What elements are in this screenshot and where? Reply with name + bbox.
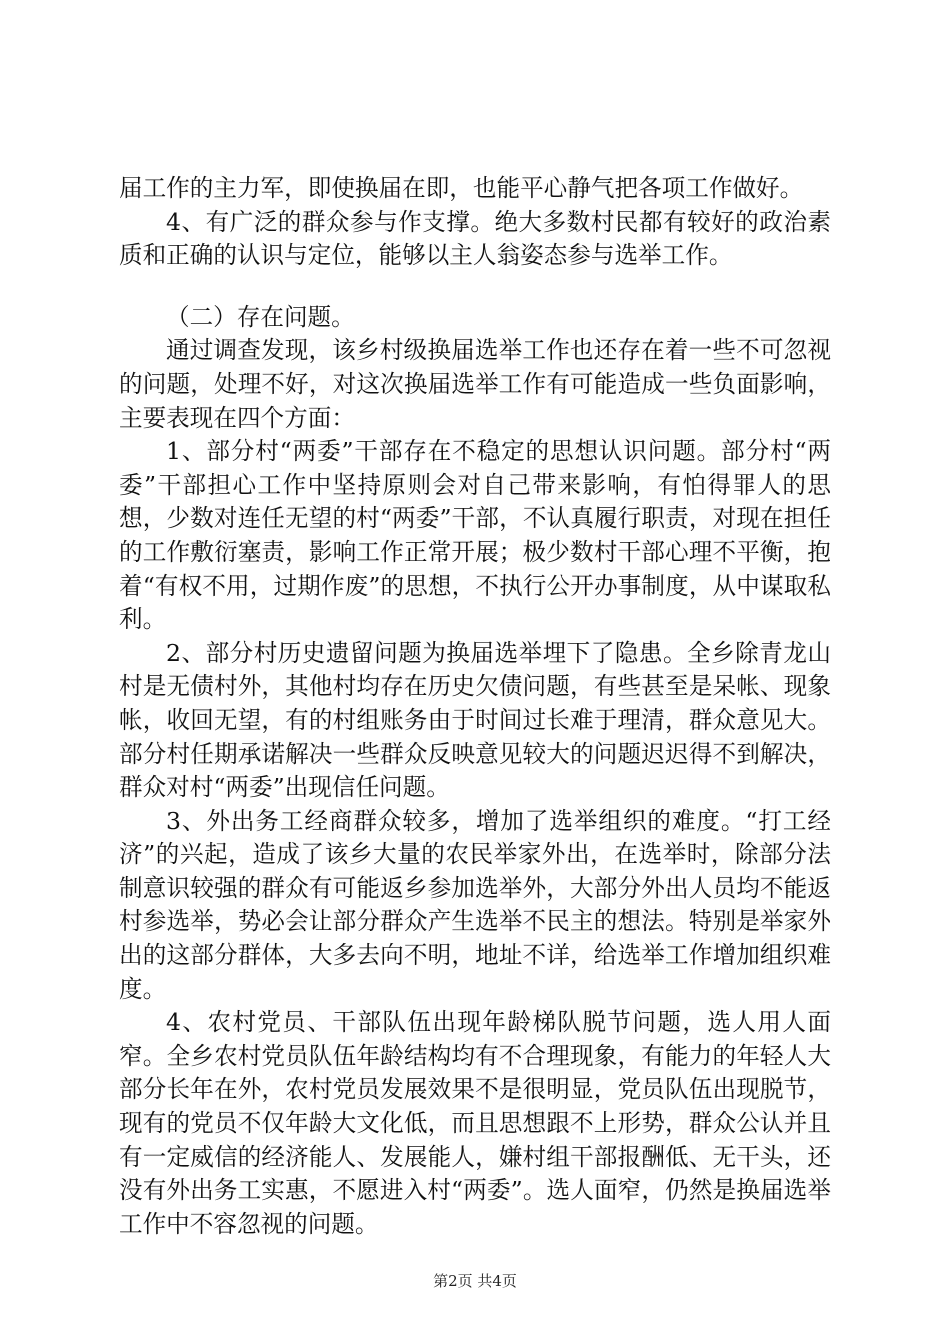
page-number-footer: 第2页 共4页 [433, 1272, 517, 1290]
paragraph-problem-2: 2、部分村历史遗留问题为换届选举埋下了隐患。全乡除青龙山村是无债村外，其他村均存在历史欠债问题，有些甚至是呆帐、现象帐，收回无望，有的村组账务由于时间过长难于理清，群众意见大。部分村任期承诺解决一些群众反映意见较大的问题迟迟得不到解决，群众对村“两委”出现信任问题。 [119, 638, 831, 802]
document-body [119, 172, 831, 1241]
paragraph-survey-intro: 通过调查发现，该乡村级换届选举工作也还存在着一些不可忽视的问题，处理不好，对这次换届选举工作有可能造成一些负面影响，主要表现在四个方面： [119, 336, 831, 432]
section-heading-existing-problems: （二）存在问题。 [166, 302, 355, 331]
paragraph-problem-1: 1、部分村“两委”干部存在不稳定的思想认识问题。部分村“两委”干部担心工作中坚持原则会对自己带来影响，有怕得罪人的思想，少数对连任无望的村“两委”干部，不认真履行职责，对现在担任的工作敷衍塞责，影响工作正常开展；极少数村干部心理不平衡，抱着“有权不用，过期作废”的思想，不执行公开办事制度，从中谋取私利。 [119, 437, 831, 634]
paragraph-problem-4: 4、农村党员、干部队伍出现年龄梯队脱节问题，选人用人面窄。全乡农村党员队伍年龄结构均有不合理现象，有能力的年轻人大部分长年在外，农村党员发展效果不是很明显，党员队伍出现脱节，现有的党员不仅年龄大文化低，而且思想跟不上形势，群众公认并且有一定威信的经济能人、发展能人，嫌村组干部报酬低、无干头，还没有外出务工实惠，不愿进入村“两委”。选人面窄，仍然是换届选举工作中不容忽视的问题。 [119, 1008, 831, 1238]
paragraph-problem-3: 3、外出务工经商群众较多，增加了选举组织的难度。“打工经济”的兴起，造成了该乡大量的农民举家外出，在选举时，除部分法制意识较强的群众有可能返乡参加选举外，大部分外出人员均不能返村参选举，势必会让部分群众产生选举不民主的想法。特别是举家外出的这部分群体，大多去向不明，地址不详，给选举工作增加组织难度。 [119, 806, 831, 1003]
paragraph-item-4-mass-participation: 4、有广泛的群众参与作支撑。绝大多数村民都有较好的政治素质和正确的认识与定位，能够以主人翁姿态参与选举工作。 [119, 207, 831, 270]
paragraph-continuation: 届工作的主力军，即使换届在即，也能平心静气把各项工作做好。 [119, 174, 804, 202]
